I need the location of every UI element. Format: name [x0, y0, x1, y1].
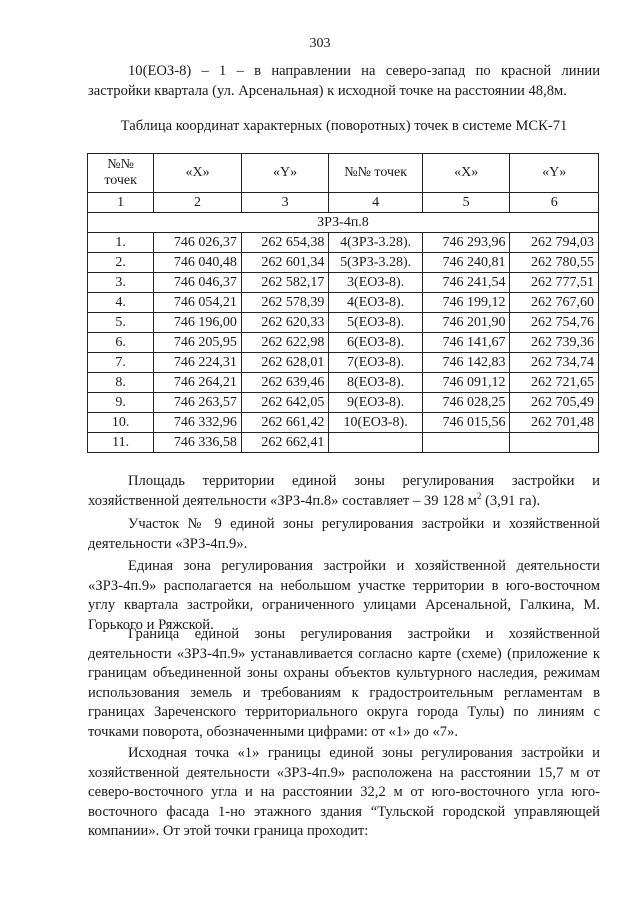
point-number-cell: 5. — [88, 313, 154, 333]
table-row — [88, 353, 599, 373]
point-ref-cell: 5(ЕОЗ-8). — [329, 313, 423, 333]
y-coordinate-cell: 262 734,74 — [510, 353, 599, 373]
y-coordinate-cell: 262 628,01 — [241, 353, 329, 373]
y-coordinate-cell — [510, 433, 599, 453]
x-coordinate-cell: 746 205,95 — [154, 333, 242, 353]
y-coordinate-cell: 262 794,03 — [510, 233, 599, 253]
area-text: Площадь территории единой зоны регулирования застройки и хозяйственной деятельности «ЗРЗ-4п.8» составляет – 39 128 м — [88, 473, 600, 509]
y-coordinate-cell: 262 777,51 — [510, 273, 599, 293]
x-coordinate-cell: 746 054,21 — [154, 293, 242, 313]
origin-point-paragraph: Исходная точка «1» границы единой зоны регулирования застройки и хозяйственной деятельности «ЗРЗ-4п.9» расположена на расстоянии 15,7 м от северо-восточного угла и на расстоянии 32,2 м от юго-восточного угла юго-восточного фасада 1-но этажного здания “Тульской городской управляющей компании». От этой точки граница проходит: — [88, 745, 600, 840]
table-row — [88, 293, 599, 313]
y-coordinate-cell: 262 767,60 — [510, 293, 599, 313]
x-coordinate-cell: 746 028,25 — [422, 393, 510, 413]
y-coordinate-cell: 262 705,49 — [510, 393, 599, 413]
x-coordinate-cell: 746 091,12 — [422, 373, 510, 393]
point-number-cell: 9. — [88, 393, 154, 413]
point-number-cell: 7. — [88, 353, 154, 373]
header-y: «Y» — [241, 154, 329, 193]
x-coordinate-cell: 746 224,31 — [154, 353, 242, 373]
x-coordinate-cell: 746 040,48 — [154, 253, 242, 273]
table-row — [88, 333, 599, 353]
y-coordinate-cell: 262 780,55 — [510, 253, 599, 273]
x-coordinate-cell: 746 332,96 — [154, 413, 242, 433]
x-coordinate-cell: 746 196,00 — [154, 313, 242, 333]
column-number: 4 — [329, 193, 423, 213]
x-coordinate-cell: 746 293,96 — [422, 233, 510, 253]
y-coordinate-cell: 262 662,41 — [241, 433, 329, 453]
coordinates-table — [87, 153, 599, 453]
point-ref-cell: 4(ЕОЗ-8). — [329, 293, 423, 313]
x-coordinate-cell: 746 241,54 — [422, 273, 510, 293]
header-point-number: №№ точек — [88, 154, 154, 193]
column-number: 6 — [510, 193, 599, 213]
point-ref-cell: 9(ЕОЗ-8). — [329, 393, 423, 413]
y-coordinate-cell: 262 739,36 — [510, 333, 599, 353]
table-row — [88, 413, 599, 433]
table-row — [88, 393, 599, 413]
column-number: 2 — [154, 193, 242, 213]
table-row — [88, 313, 599, 333]
header-y-2: «Y» — [510, 154, 599, 193]
point-ref-cell — [329, 433, 423, 453]
point-number-cell: 2. — [88, 253, 154, 273]
header-x-2: «X» — [422, 154, 510, 193]
y-coordinate-cell: 262 601,34 — [241, 253, 329, 273]
y-coordinate-cell: 262 578,39 — [241, 293, 329, 313]
point-number-cell: 4. — [88, 293, 154, 313]
table-row — [88, 233, 599, 253]
point-ref-cell: 4(ЗРЗ-3.28). — [329, 233, 423, 253]
header-x: «X» — [154, 154, 242, 193]
x-coordinate-cell: 746 015,56 — [422, 413, 510, 433]
y-coordinate-cell: 262 582,17 — [241, 273, 329, 293]
y-coordinate-cell: 262 642,05 — [241, 393, 329, 413]
point-ref-cell: 3(ЕОЗ-8). — [329, 273, 423, 293]
zone-location-paragraph: Единая зона регулирования застройки и хозяйственной деятельности «ЗРЗ-4п.9» располагается на небольшом участке территории в юго-восточном углу квартала застройки, ограниченного улицами Арсенальной, Галкина, М. Горького и Ряжской. — [88, 558, 600, 633]
table-header-row — [88, 154, 599, 193]
table-caption: Таблица координат характерных (поворотных) точек в системе МСК-71 — [120, 118, 568, 134]
area-paragraph — [88, 472, 600, 511]
column-number: 1 — [88, 193, 154, 213]
table-row — [88, 273, 599, 293]
y-coordinate-cell: 262 754,76 — [510, 313, 599, 333]
point-number-cell: 8. — [88, 373, 154, 393]
y-coordinate-cell: 262 622,98 — [241, 333, 329, 353]
point-number-cell: 10. — [88, 413, 154, 433]
x-coordinate-cell: 746 264,21 — [154, 373, 242, 393]
column-number: 3 — [241, 193, 329, 213]
column-numbers-row — [88, 193, 599, 213]
x-coordinate-cell: 746 240,81 — [422, 253, 510, 273]
point-ref-cell: 5(ЗРЗ-3.28). — [329, 253, 423, 273]
x-coordinate-cell: 746 336,58 — [154, 433, 242, 453]
point-ref-cell: 6(ЕОЗ-8). — [329, 333, 423, 353]
point-number-cell: 3. — [88, 273, 154, 293]
area-unit-superscript: 2 — [476, 490, 482, 501]
section-heading-paragraph: Участок № 9 единой зоны регулирования застройки и хозяйственной деятельности «ЗРЗ-4п.9». — [88, 516, 600, 552]
header-point-number-2: №№ точек — [329, 154, 423, 193]
point-number-cell: 1. — [88, 233, 154, 253]
x-coordinate-cell: 746 046,37 — [154, 273, 242, 293]
y-coordinate-cell: 262 620,33 — [241, 313, 329, 333]
table-row — [88, 433, 599, 453]
zone-label-row — [88, 213, 599, 233]
y-coordinate-cell: 262 639,46 — [241, 373, 329, 393]
x-coordinate-cell: 746 026,37 — [154, 233, 242, 253]
x-coordinate-cell: 746 142,83 — [422, 353, 510, 373]
point-number-cell: 11. — [88, 433, 154, 453]
y-coordinate-cell: 262 661,42 — [241, 413, 329, 433]
y-coordinate-cell: 262 654,38 — [241, 233, 329, 253]
x-coordinate-cell: 746 141,67 — [422, 333, 510, 353]
x-coordinate-cell: 746 263,57 — [154, 393, 242, 413]
table-row — [88, 253, 599, 273]
x-coordinate-cell: 746 201,90 — [422, 313, 510, 333]
x-coordinate-cell — [422, 433, 510, 453]
zone-label: ЗРЗ-4п.8 — [88, 213, 599, 233]
point-ref-cell: 7(ЕОЗ-8). — [329, 353, 423, 373]
y-coordinate-cell: 262 721,65 — [510, 373, 599, 393]
point-number-cell: 6. — [88, 333, 154, 353]
point-ref-cell: 10(ЕОЗ-8). — [329, 413, 423, 433]
table-row — [88, 373, 599, 393]
column-number: 5 — [422, 193, 510, 213]
intro-paragraph: 10(ЕОЗ-8) – 1 – в направлении на северо-запад по красной линии застройки квартала (ул. Арсенальная) к исходной точке на расстоянии 48,8м. — [88, 63, 600, 99]
x-coordinate-cell: 746 199,12 — [422, 293, 510, 313]
point-ref-cell: 8(ЕОЗ-8). — [329, 373, 423, 393]
page-number: 303 — [309, 36, 331, 51]
y-coordinate-cell: 262 701,48 — [510, 413, 599, 433]
area-text-end: (3,91 га). — [481, 492, 541, 509]
zone-boundary-paragraph: Граница единой зоны регулирования застройки и хозяйственной деятельности «ЗРЗ-4п.9» устанавливается согласно карте (схеме) (приложение к границам объединенной зоны охраны объектов культурного наследия, режимам использования земель и требованиям к градостроительным регламентам в границах Зареченского территориального округа города Тулы) по линиям с точками поворота, обозначенными цифрами: от «1» до «7». — [88, 626, 600, 740]
